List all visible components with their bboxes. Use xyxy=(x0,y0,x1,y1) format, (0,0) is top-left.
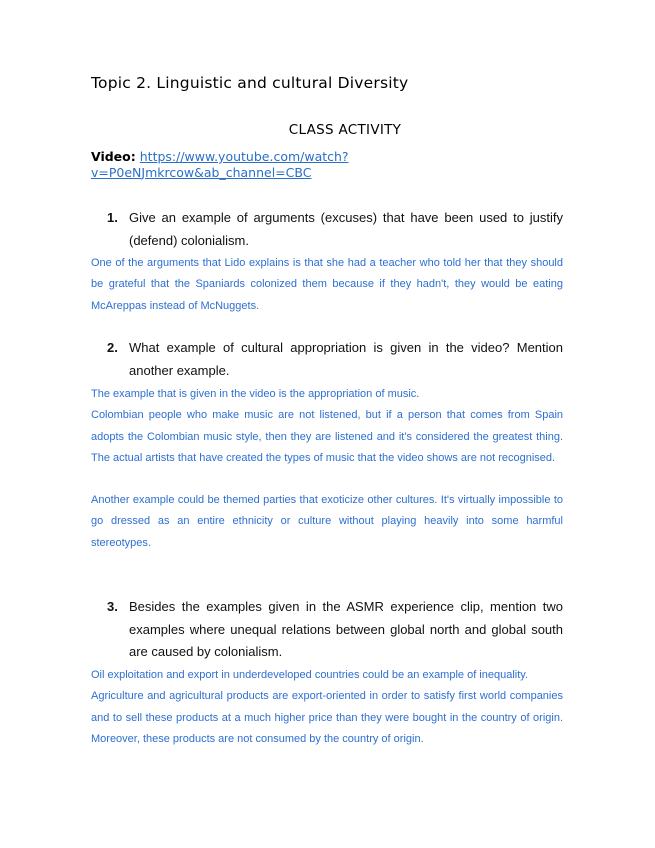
video-link[interactable]: https://www.youtube.com/watch?v=P0eNJmkrcow&ab_channel=CBC xyxy=(91,149,349,180)
class-activity-title: CLASS ACTIVITY xyxy=(288,122,402,138)
video-reference xyxy=(91,149,381,180)
question-text: What example of cultural appropriation is given in the video? Mention another example. xyxy=(129,340,563,378)
question-text: Besides the examples given in the ASMR experience clip, mention two examples where unequal relations between global north and global south are caused by colonialism. xyxy=(129,599,563,659)
answer-2 xyxy=(91,384,563,554)
question-1 xyxy=(107,207,563,252)
topic-heading: Topic 2. Linguistic and cultural Diversity xyxy=(91,74,409,92)
question-text: Give an example of arguments (excuses) that have been used to justify (defend) colonialism. xyxy=(129,210,563,248)
video-label: Video: xyxy=(91,149,136,164)
answer-paragraph: Another example could be themed parties that exoticize other cultures. It's virtually impossible to go dressed as an entire ethnicity or culture without playing heavily into some harmful stereotypes. xyxy=(91,494,563,549)
answer-paragraph: Oil exploitation and export in underdeveloped countries could be an example of inequality. xyxy=(91,669,529,681)
question-number: 1. xyxy=(107,210,118,225)
answer-1 xyxy=(91,253,563,317)
answer-paragraph: One of the arguments that Lido explains is that she had a teacher who told her that they should be grateful that the Spaniards colonized them because if they hadn't, they would be eating McAreppas instead of McNuggets. xyxy=(91,257,563,312)
question-2 xyxy=(107,337,563,382)
answer-paragraph: Colombian people who make music are not listened, but if a person that comes from Spain adopts the Colombian music style, then they are listened and it's considered the greatest thing. The actual artists that have created the types of music that the video shows are not recognised. xyxy=(91,409,563,464)
question-number: 3. xyxy=(107,599,118,614)
answer-paragraph: The example that is given in the video is the appropriation of music. xyxy=(91,388,420,400)
question-number: 2. xyxy=(107,340,118,355)
answer-3 xyxy=(91,665,563,750)
answer-paragraph: Agriculture and agricultural products are export-oriented in order to satisfy first world companies and to sell these products at a much higher price than they were bought in the country of origin. Moreover, these products are not consumed by the country of origin. xyxy=(91,690,563,745)
question-3 xyxy=(107,596,563,664)
